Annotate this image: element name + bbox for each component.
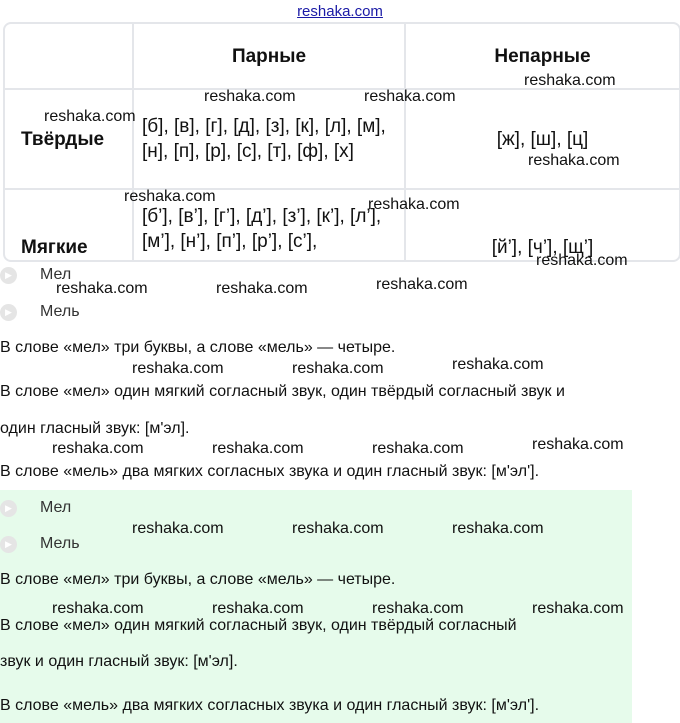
option-label: Мель (40, 535, 80, 552)
watermark: reshaka.com (132, 360, 224, 377)
watermark: reshaka.com (372, 440, 464, 457)
explanation-line: один гласный звук: [м'эл]. (0, 420, 190, 437)
option-label: Мел (40, 499, 72, 516)
site-link[interactable]: reshaka.com (297, 3, 383, 20)
option-label: Мель (40, 303, 80, 320)
watermark: reshaka.com (44, 108, 136, 125)
option-mel-soft[interactable] (0, 532, 80, 556)
watermark: reshaka.com (364, 88, 456, 105)
explanation-line: В слове «мел» три буквы, а слове «мель» — четыре. (0, 571, 396, 588)
watermark: reshaka.com (532, 600, 624, 617)
option-label: Мел (40, 266, 72, 283)
watermark: reshaka.com (292, 360, 384, 377)
table-header-empty (5, 24, 133, 89)
option-mel-soft[interactable] (0, 300, 80, 324)
explanation-line: В слове «мел» три буквы, а слове «мель» — четыре. (0, 339, 396, 356)
watermark: reshaka.com (372, 600, 464, 617)
cell-hard-paired: [б], [в], [г], [д], [з], [к], [л], [м], [н], [п], [р], [с], [т], [ф], [х] (133, 89, 405, 189)
watermark: reshaka.com (452, 520, 544, 537)
table-header-paired: Парные (133, 24, 405, 89)
watermark: reshaka.com (204, 88, 296, 105)
consonants-table (3, 22, 680, 262)
watermark: reshaka.com (212, 600, 304, 617)
explanation-line: В слове «мел» один мягкий согласный звук, один твёрдый согласный звук и (0, 383, 565, 400)
play-icon[interactable]: ▶ (0, 536, 17, 553)
cell-soft-unpaired: [й’], [ч’], [щ’] (405, 189, 679, 262)
watermark: reshaka.com (124, 188, 216, 205)
watermark: reshaka.com (536, 252, 628, 269)
watermark: reshaka.com (532, 436, 624, 453)
option-mel[interactable] (0, 496, 71, 520)
explanation-line: В слове «мел» один мягкий согласный звук, один твёрдый согласный (0, 617, 517, 634)
watermark: reshaka.com (52, 440, 144, 457)
cell-soft-paired: [б’], [в’], [г’], [д’], [з’], [к’], [л’], [м’], [н’], [п’], [р’], [с’], (133, 189, 405, 262)
watermark: reshaka.com (52, 600, 144, 617)
watermark: reshaka.com (524, 72, 616, 89)
explanation-line: звук и один гласный звук: [м'эл]. (0, 653, 238, 670)
watermark: reshaka.com (368, 196, 460, 213)
watermark: reshaka.com (292, 520, 384, 537)
row-label-soft: Мягкие (5, 189, 133, 262)
watermark: reshaka.com (376, 276, 468, 293)
cell-hard-unpaired: [ж], [ш], [ц] (405, 89, 679, 189)
watermark: reshaka.com (528, 152, 620, 169)
play-icon[interactable]: ▶ (0, 500, 17, 517)
table-header-unpaired: Непарные (405, 24, 679, 89)
watermark: reshaka.com (132, 520, 224, 537)
play-icon[interactable]: ▶ (0, 267, 17, 284)
row-label-hard: Твёрдые (5, 89, 133, 189)
watermark: reshaka.com (56, 280, 148, 297)
watermark: reshaka.com (212, 440, 304, 457)
explanation-line: В слове «мель» два мягких согласных звука и один гласный звук: [м'эл']. (0, 463, 540, 480)
explanation-line: В слове «мель» два мягких согласных звука и один гласный звук: [м'эл']. (0, 697, 540, 714)
watermark: reshaka.com (216, 280, 308, 297)
watermark: reshaka.com (452, 356, 544, 373)
play-icon[interactable]: ▶ (0, 304, 17, 321)
